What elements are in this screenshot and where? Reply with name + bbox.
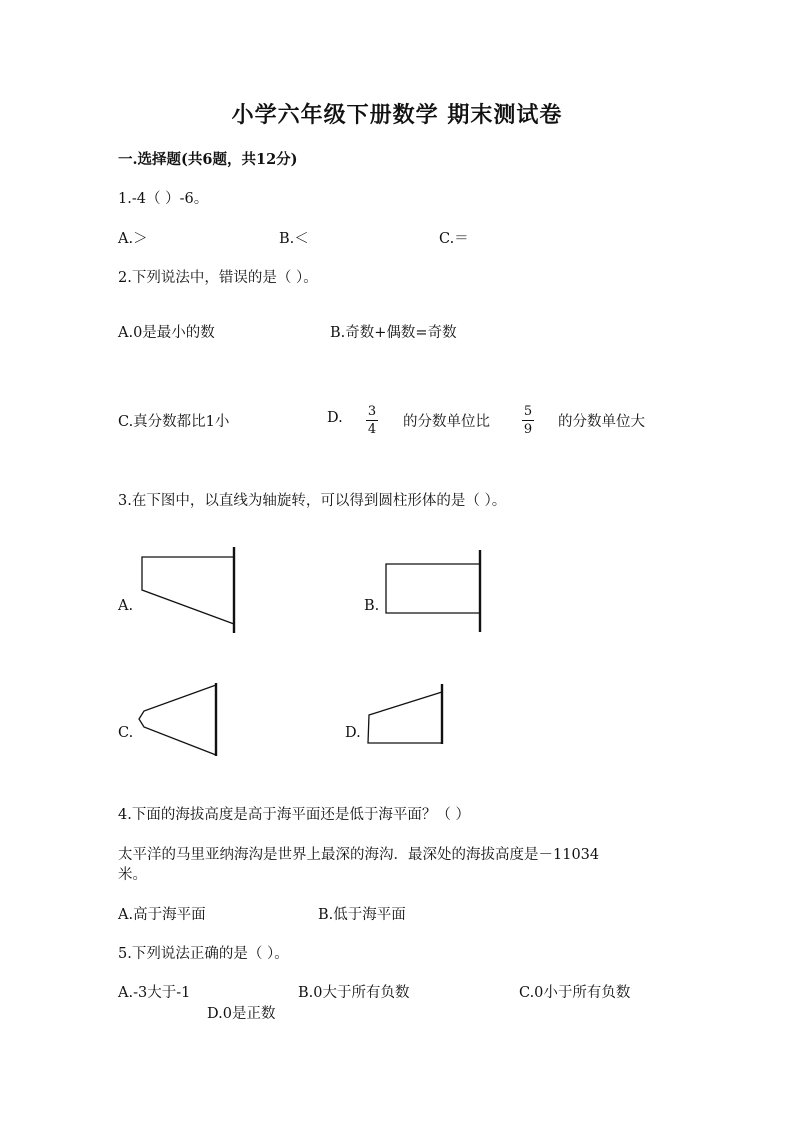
q3-option-a: A.	[118, 598, 134, 614]
q5-option-b: B.0大于所有负数	[298, 985, 410, 1001]
q3-figure-b-rectangle	[384, 548, 484, 634]
q3-figure-c-trapezoid	[137, 681, 221, 757]
q3-option-d: D.	[345, 725, 361, 741]
q3-option-b: B.	[364, 598, 380, 614]
q2-fraction-five-ninths	[522, 404, 534, 437]
fraction-bar	[366, 420, 378, 421]
q2-option-d-prefix: D.	[327, 410, 343, 426]
q1-option-c: C.＝	[439, 231, 469, 247]
q2-stem: 2.下列说法中，错误的是（ ）。	[118, 270, 318, 286]
fraction-bar	[522, 420, 534, 421]
q4-passage-line-1: 太平洋的马里亚纳海沟是世界上最深的海沟．最深处的海拔高度是－11034	[118, 847, 600, 863]
q4-option-a: A.高于海平面	[118, 907, 206, 923]
q2-option-d-middle: 的分数单位比	[403, 414, 490, 430]
q1-option-b: B.＜	[279, 231, 309, 247]
q4-passage-line-2: 米。	[118, 867, 147, 883]
fraction-numerator: 3	[367, 404, 377, 419]
q4-option-b: B.低于海平面	[318, 907, 406, 923]
q4-stem: 4.下面的海拔高度是高于海平面还是低于海平面？（ ）	[118, 807, 470, 823]
q2-option-a: A.0是最小的数	[118, 325, 215, 341]
page-title: 小学六年级下册数学 期末测试卷	[231, 102, 563, 128]
q3-figure-d-trapezoid	[366, 682, 448, 746]
q3-figure-a-trapezoid	[140, 545, 240, 635]
fraction-denominator: 4	[367, 422, 377, 437]
q1-stem: 1.-4（ ）-6。	[118, 191, 209, 207]
q5-stem: 5.下列说法正确的是（ ）。	[118, 946, 289, 962]
q3-stem: 3.在下图中，以直线为轴旋转，可以得到圆柱形体的是（ ）。	[118, 493, 507, 509]
fraction-denominator: 9	[523, 422, 533, 437]
q2-option-d-suffix: 的分数单位大	[558, 414, 645, 430]
q2-option-c: C.真分数都比1小	[118, 414, 230, 430]
q2-option-b: B.奇数+偶数=奇数	[330, 325, 457, 341]
section-heading: 一.选择题(共6题，共12分)	[118, 151, 298, 168]
q5-option-c: C.0小于所有负数	[519, 985, 631, 1001]
q2-fraction-three-quarters	[366, 404, 378, 437]
q3-option-c: C.	[118, 725, 134, 741]
fraction-numerator: 5	[523, 404, 533, 419]
q1-option-a: A.＞	[118, 231, 148, 247]
q5-option-d: D.0是正数	[207, 1006, 276, 1022]
q5-option-a: A.-3大于-1	[118, 985, 191, 1001]
